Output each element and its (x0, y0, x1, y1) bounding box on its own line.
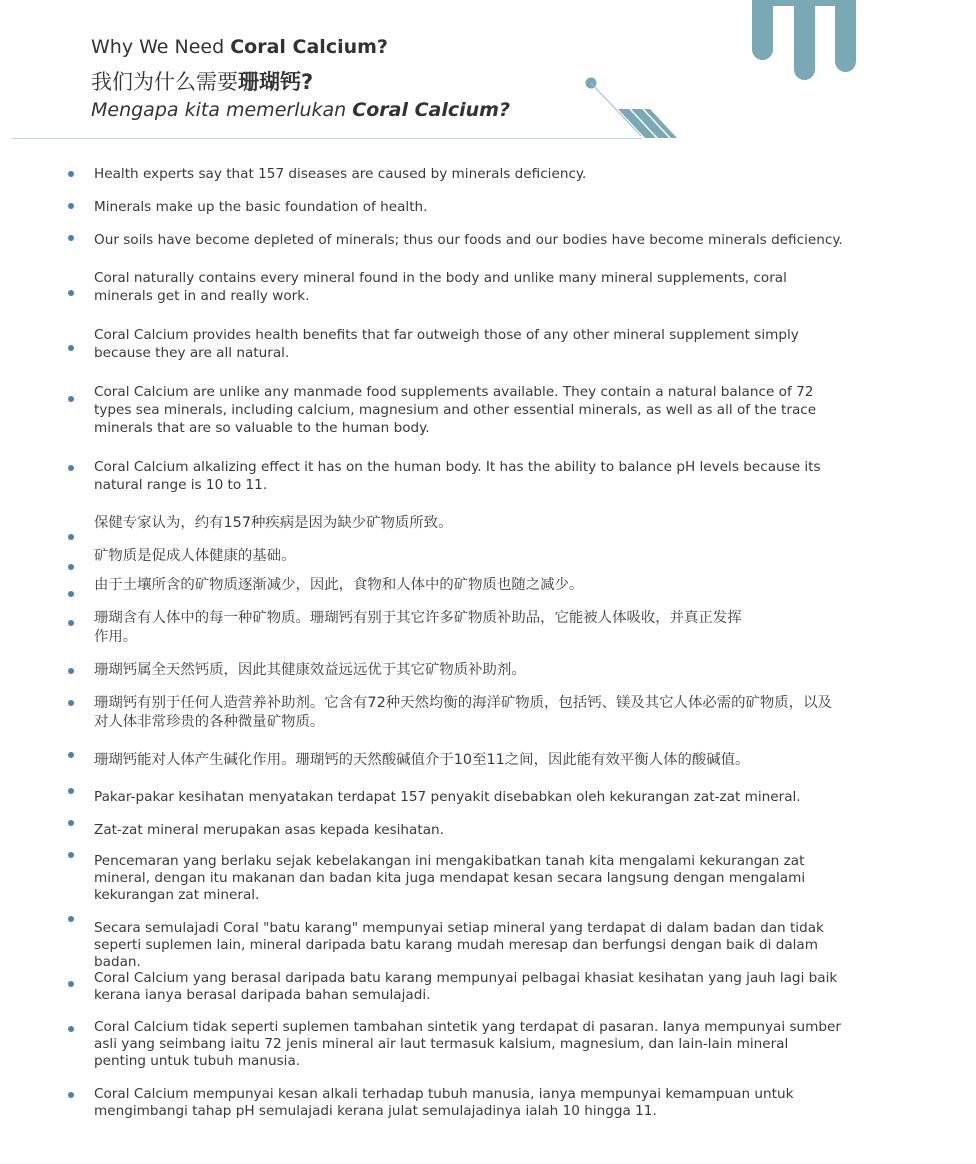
bullet-icon (68, 591, 74, 597)
list-item-en-3: Our soils have become depleted of minerals; thus our foods and our bodies have become minerals deficiency. (94, 232, 843, 248)
list-item-ms-6: Coral Calcium tidak seperti suplemen tambahan sintetik yang terdapat di pasaran. Ianya mempunyai sumber asli yang seimbang iaitu 72 jenis mineral air laut termasuk kalsium, magnesium, dan lain-lain mineral penting untuk tubuh manusia. (94, 1019, 841, 1069)
bullet-icon (68, 700, 74, 706)
bullet-icon (68, 852, 74, 858)
bullet-icon (68, 203, 74, 209)
list-item-ms-3: Pencemaran yang berlaku sejak kebelakangan ini mengakibatkan tanah kita mengalami kekurangan zat mineral, dengan itu makanan dan badan kita juga mendapat kesan secara langsung dengan mengalami kekurangan zat mineral. (94, 853, 806, 903)
page-header (0, 0, 976, 150)
bullet-icon (68, 564, 74, 570)
list-item-ms-4: Secara semulajadi Coral "batu karang" mempunyai setiap mineral yang terdapat di dalam badan dan tidak seperti suplemen lain, mineral daripada batu karang mudah meresap dan berfungsi dengan baik di dalam badan. (94, 920, 824, 970)
list-item-ms-5: Coral Calcium yang berasal daripada batu karang mempunyai pelbagai khasiat kesihatan yang jauh lagi baik kerana ianya berasal daripada bahan semulajadi. (94, 970, 838, 1003)
title-malay-bold: Coral Calcium? (352, 99, 510, 121)
bullet-icon (68, 465, 74, 471)
title-english-bold: Coral Calcium? (230, 36, 388, 58)
list-item-zh-7: 珊瑚钙能对人体产生碱化作用。珊瑚钙的天然酸碱值介于10至11之间，因此能有效平衡人体的酸碱值。 (94, 752, 750, 768)
list-item-zh-4: 珊瑚含有人体中的每一种矿物质。珊瑚钙有别于其它许多矿物质补助品，它能被人体吸收，并真正发挥作用。 (94, 610, 742, 645)
list-item-zh-1: 保健专家认为，约有157种疾病是因为缺少矿物质所致。 (94, 515, 453, 531)
bullet-icon (68, 620, 74, 626)
bullet-icon (68, 396, 74, 402)
bullet-icon (68, 171, 74, 177)
bullet-icon (68, 820, 74, 826)
bullet-icon (68, 788, 74, 794)
bullet-icon (68, 752, 74, 758)
bullet-icon (68, 345, 74, 351)
title-english-prefix: Why We Need (91, 36, 231, 58)
title-malay-prefix: Mengapa kita memerlukan (91, 99, 353, 121)
bullet-icon (68, 1026, 74, 1032)
list-item-ms-2: Zat-zat mineral merupakan asas kepada kesihatan. (94, 822, 444, 838)
list-item-zh-3: 由于土壤所含的矿物质逐渐减少，因此，食物和人体中的矿物质也随之减少。 (94, 577, 584, 593)
title-chinese-bold: 珊瑚钙? (238, 70, 314, 94)
bullet-icon (68, 235, 74, 241)
list-item-ms-7: Coral Calcium mempunyai kesan alkali terhadap tubuh manusia, ianya mempunyai kemampuan untuk mengimbangi tahap pH semulajadi kerana julat semulajadinya ialah 10 hingga 11. (94, 1086, 794, 1119)
pill-shape-left-icon (752, 0, 773, 60)
pill-connector-icon (760, 0, 840, 6)
list-item-en-1: Health experts say that 157 diseases are caused by minerals deficiency. (94, 166, 587, 182)
list-item-zh-2: 矿物质是促成人体健康的基础。 (94, 548, 296, 564)
bullet-icon (68, 668, 74, 674)
pill-shape-right-icon (835, 0, 856, 72)
pill-shape-middle-icon (794, 0, 815, 80)
list-item-zh-5: 珊瑚钙属全天然钙质，因此其健康效益远远优于其它矿物质补助剂。 (94, 662, 526, 678)
list-item-en-7: Coral Calcium alkalizing effect it has on the human body. It has the ability to balance pH levels because its natural range is 10 to 11. (94, 459, 821, 493)
list-item-en-4: Coral naturally contains every mineral found in the body and unlike many mineral supplements, coral minerals get in and really work. (94, 270, 787, 304)
bullet-icon (68, 534, 74, 540)
decorative-graphic-icon (0, 0, 976, 150)
bullet-icon (68, 290, 74, 296)
list-item-en-6: Coral Calcium are unlike any manmade food supplements available. They contain a natural balance of 72 types sea minerals, including calcium, magnesium and other essential minerals, as well as all of the trace minerals that are so valuable to the human body. (94, 384, 817, 436)
list-item-ms-1: Pakar-pakar kesihatan menyatakan terdapat 157 penyakit disebabkan oleh kekurangan zat-zat mineral. (94, 789, 801, 805)
bullet-icon (68, 981, 74, 987)
list-item-en-5: Coral Calcium provides health benefits that far outweigh those of any other mineral supplement simply because they are all natural. (94, 327, 799, 361)
title-chinese-prefix: 我们为什么需要 (91, 70, 238, 94)
bullet-icon (68, 916, 74, 922)
list-item-en-2: Minerals make up the basic foundation of health. (94, 199, 428, 215)
list-item-zh-6: 珊瑚钙有别于任何人造营养补助剂。它含有72种天然均衡的海洋矿物质，包括钙、镁及其它人体必需的矿物质，以及对人体非常珍贵的各种微量矿物质。 (94, 695, 832, 730)
bullet-icon (68, 1092, 74, 1098)
